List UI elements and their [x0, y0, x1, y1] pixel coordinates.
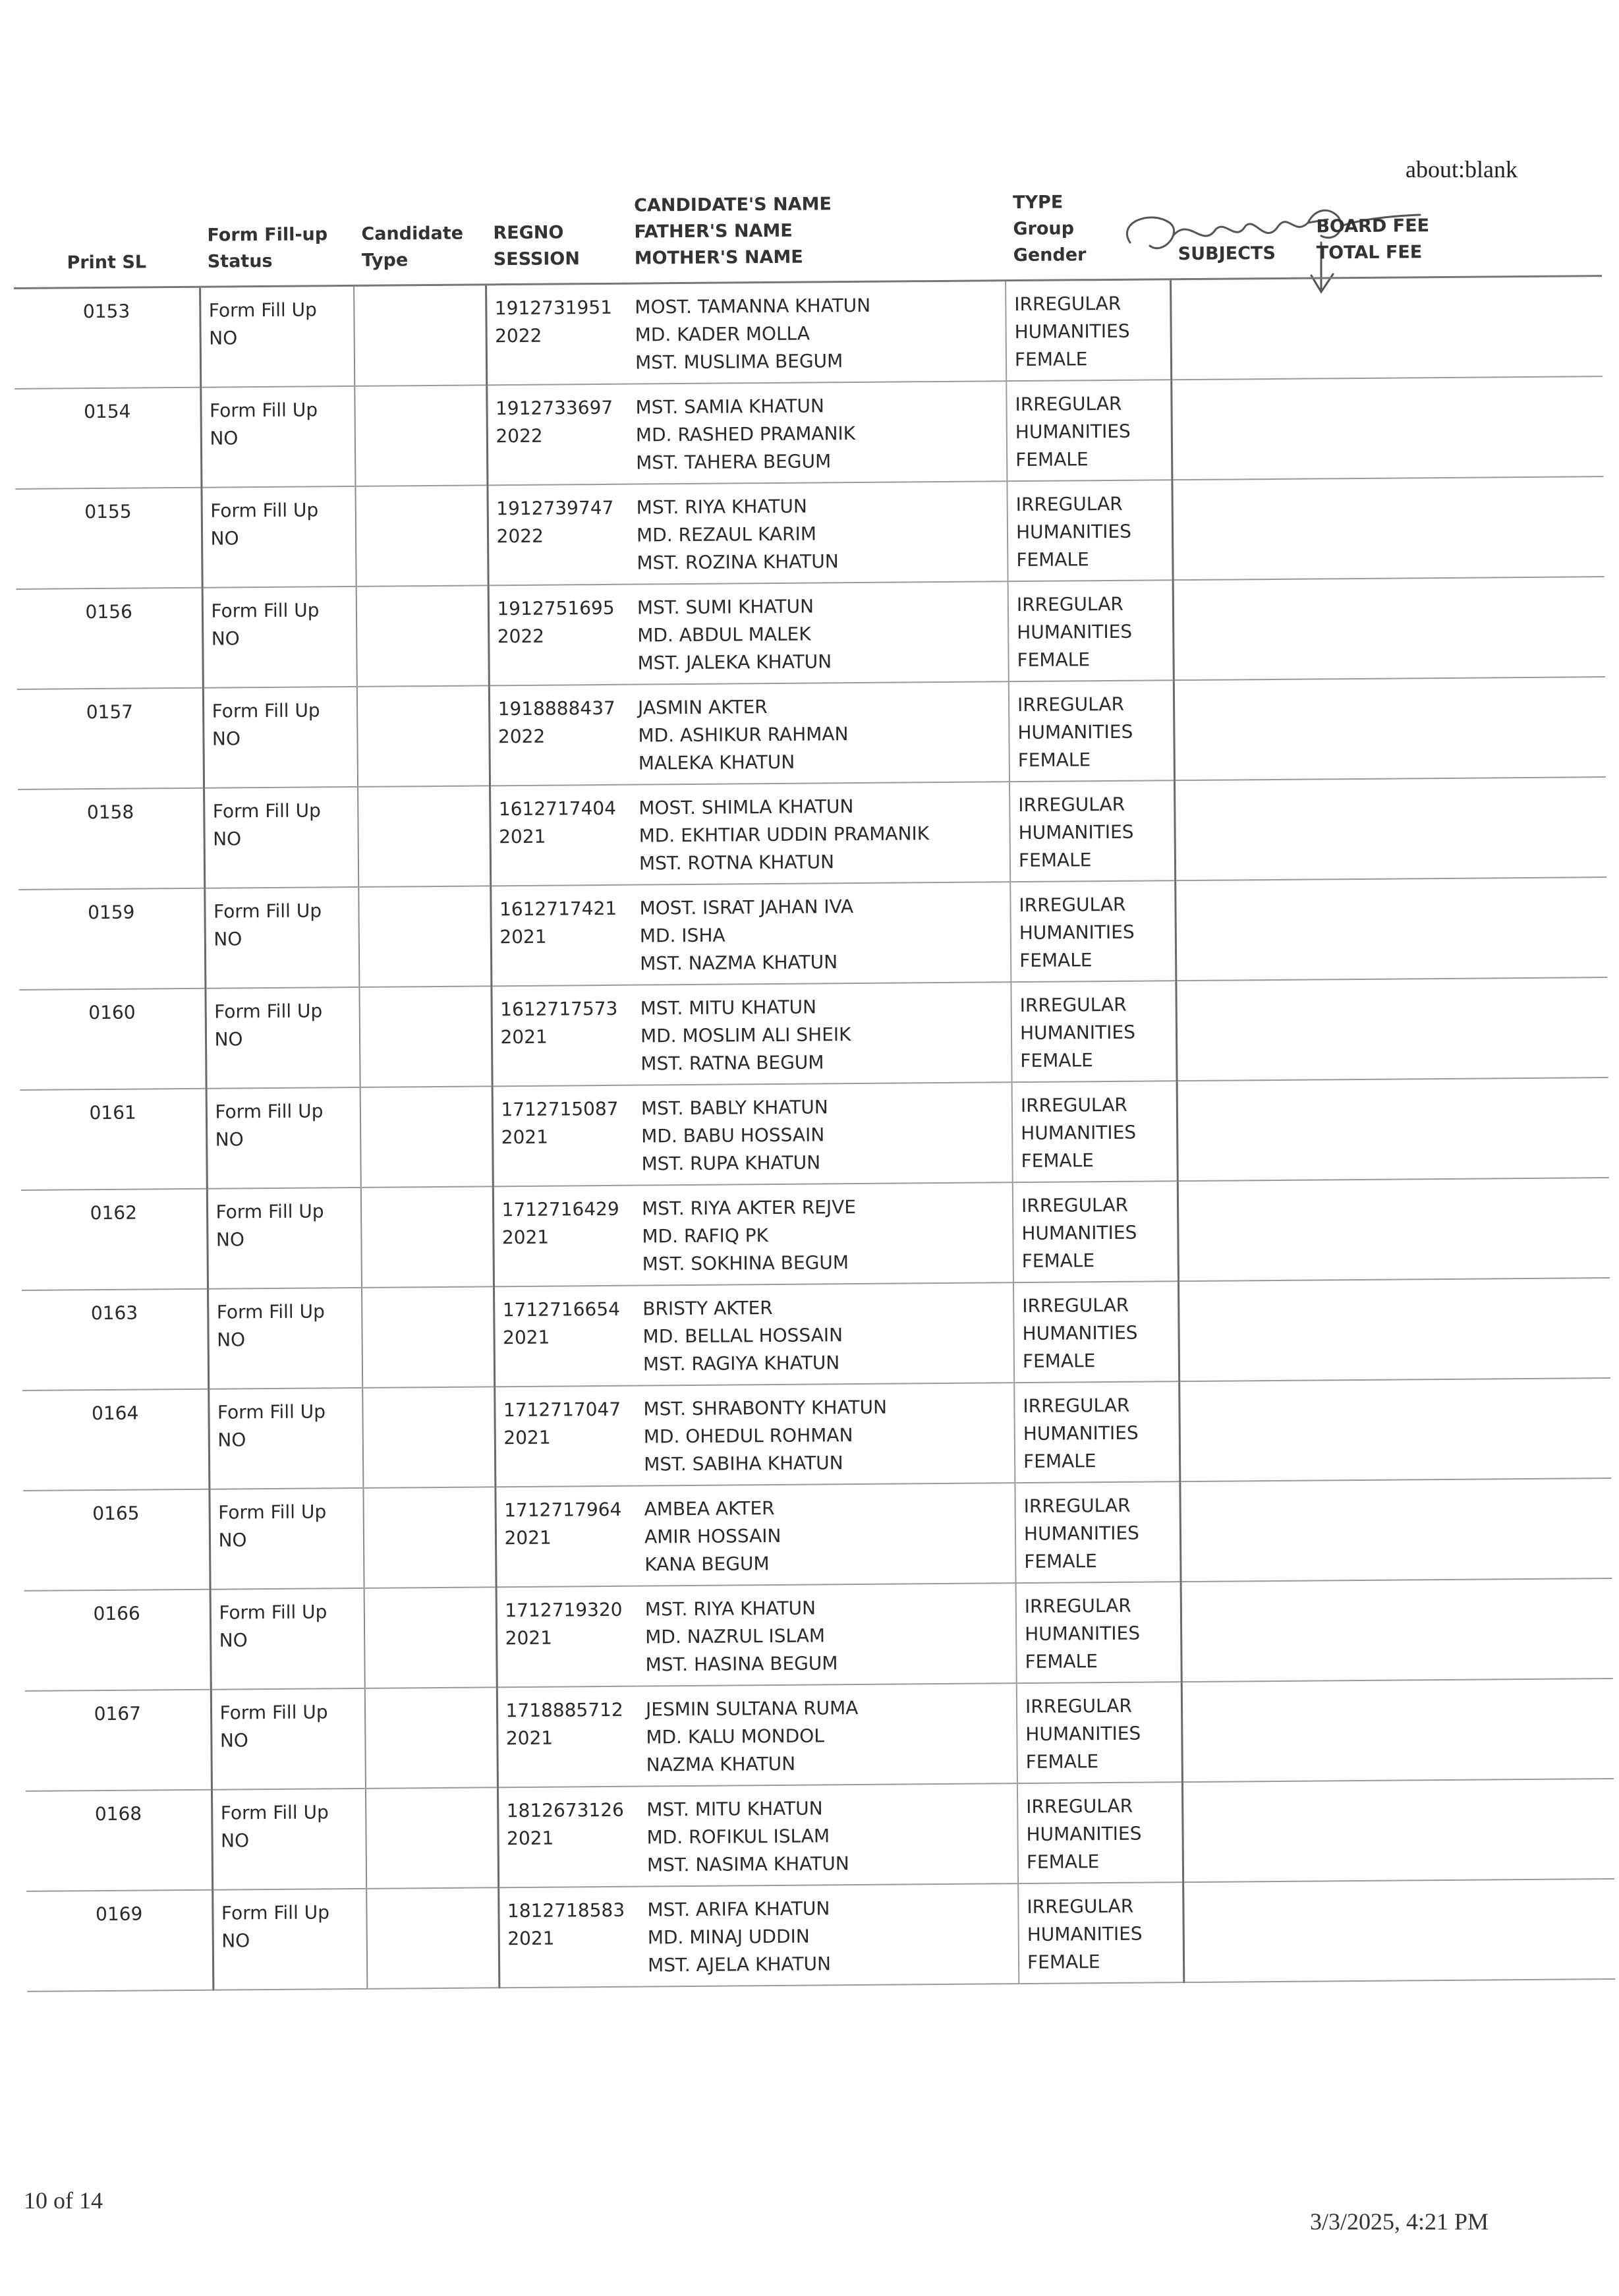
- subjects-cell: [1182, 1781, 1321, 1882]
- regno-session: 1712715087 2021: [492, 1085, 634, 1187]
- mother-name: MST. SOKHINA BEGUM: [642, 1251, 849, 1275]
- candidate-name: JESMIN SULTANA RUMA: [645, 1696, 859, 1721]
- print-sl: 0161: [20, 1089, 207, 1190]
- table-row: [25, 1679, 1614, 1791]
- mother-name: MST. RAGIYA KHATUN: [642, 1352, 840, 1375]
- print-sl: 0160: [19, 989, 206, 1090]
- subjects-cell: [1172, 479, 1311, 581]
- candidate-name: BRISTY AKTER: [642, 1296, 773, 1320]
- form-status: Form Fill Up NO: [208, 1288, 362, 1389]
- form-status: Form Fill Up NO: [207, 1188, 362, 1289]
- table-row: [22, 1378, 1611, 1491]
- candidate-type: [363, 1487, 496, 1588]
- col-names: CANDIDATE'S NAME FATHER'S NAME MOTHER'S NAME: [626, 190, 1006, 283]
- form-status: Form Fill Up NO: [206, 1087, 361, 1189]
- subjects-cell: [1176, 980, 1315, 1081]
- father-name: MD. ASHIKUR RAHMAN: [638, 723, 849, 747]
- candidate-type: [358, 786, 490, 887]
- subjects-cell: [1181, 1680, 1321, 1782]
- type-group-gender: IRREGULAR HUMANITIES FEMALE: [1006, 279, 1171, 381]
- candidate-name: MST. RIYA AKTER REJVE: [641, 1196, 857, 1220]
- candidate-names: [635, 1282, 1014, 1386]
- form-status: Form Fill Up NO: [200, 386, 355, 488]
- print-sl: 0157: [17, 688, 204, 789]
- candidate-type: [365, 1687, 497, 1789]
- table-row: [18, 877, 1607, 990]
- print-sl: 0155: [15, 488, 202, 589]
- print-sl: 0163: [22, 1289, 208, 1391]
- subjects-cell: [1179, 1481, 1319, 1582]
- candidate-type: [355, 385, 487, 486]
- fee-cell: [1315, 1077, 1609, 1180]
- fee-cell: [1311, 577, 1605, 679]
- type-group-gender: IRREGULAR HUMANITIES FEMALE: [1018, 1882, 1183, 1984]
- fee-cell: [1317, 1378, 1611, 1480]
- col-print-sl: Print SL: [13, 196, 200, 289]
- table-row: [15, 476, 1604, 589]
- form-status: Form Fill Up NO: [202, 587, 357, 688]
- subjects-cell: [1178, 1180, 1317, 1282]
- form-status: Form Fill Up NO: [211, 1688, 366, 1790]
- candidate-names: [636, 1483, 1015, 1586]
- print-sl: 0158: [18, 788, 204, 890]
- fee-cell: [1313, 877, 1607, 979]
- candidate-names: [631, 882, 1011, 985]
- father-name: MD. OHEDUL ROHMAN: [643, 1424, 853, 1448]
- regno-session: 1812718583 2021: [498, 1887, 640, 1988]
- type-group-gender: IRREGULAR HUMANITIES FEMALE: [1006, 380, 1172, 481]
- fee-cell: [1320, 1679, 1614, 1781]
- form-status: Form Fill Up NO: [205, 987, 360, 1089]
- col-candidate-type: Candidate Type: [353, 194, 486, 285]
- candidate-name: MOST. ISRAT JAHAN IVA: [639, 896, 854, 919]
- fee-cell: [1317, 1278, 1610, 1380]
- regno-session: 1712717047 2021: [494, 1386, 636, 1487]
- form-status: Form Fill Up NO: [209, 1488, 364, 1590]
- col-type: TYPE Group Gender: [1005, 188, 1170, 280]
- candidate-type: [361, 1186, 494, 1288]
- candidate-name: MST. BABLY KHATUN: [640, 1096, 828, 1120]
- table-row: [19, 977, 1608, 1090]
- mother-name: MST. SABIHA KHATUN: [643, 1452, 843, 1476]
- candidate-names: [638, 1683, 1017, 1787]
- candidate-type: [362, 1286, 494, 1388]
- subjects-cell: [1178, 1280, 1317, 1382]
- father-name: MD. MINAJ UDDIN: [647, 1925, 810, 1949]
- print-sl: 0167: [25, 1690, 212, 1791]
- candidate-names: [635, 1383, 1015, 1486]
- father-name: MD. MOSLIM ALI SHEIK: [640, 1023, 851, 1047]
- print-sl: 0159: [18, 888, 205, 990]
- table-row: [17, 677, 1606, 789]
- col-status: Form Fill-up Status: [199, 195, 354, 287]
- form-status: Form Fill Up NO: [208, 1388, 363, 1489]
- print-datetime: 3/3/2025, 4:21 PM: [1309, 2208, 1489, 2235]
- candidate-type: [359, 986, 492, 1087]
- candidate-type: [364, 1587, 497, 1688]
- print-sl: 0166: [24, 1590, 211, 1691]
- mother-name: KANA BEGUM: [644, 1553, 770, 1576]
- fee-cell: [1321, 1779, 1614, 1881]
- candidate-name: AMBEA AKTER: [644, 1497, 775, 1520]
- type-group-gender: IRREGULAR HUMANITIES FEMALE: [1017, 1682, 1182, 1783]
- father-name: MD. ABDUL MALEK: [637, 623, 811, 646]
- regno-session: 1718885712 2021: [497, 1686, 639, 1788]
- regno-session: 1612717573 2021: [491, 985, 633, 1087]
- candidate-type: [362, 1387, 495, 1488]
- regno-session: 1612717421 2021: [490, 885, 632, 987]
- fee-cell: [1310, 476, 1604, 579]
- candidate-name: MST. RIYA KHATUN: [644, 1597, 816, 1621]
- candidate-names: [633, 1082, 1013, 1186]
- candidate-name: MOST. TAMANNA KHATUN: [635, 294, 871, 318]
- mother-name: MALEKA KHATUN: [638, 751, 795, 774]
- father-name: MD. BELLAL HOSSAIN: [642, 1324, 843, 1348]
- candidate-name: MST. MITU KHATUN: [640, 996, 817, 1019]
- fee-cell: [1321, 1879, 1615, 1981]
- form-status: Form Fill Up NO: [200, 285, 355, 387]
- regno-session: 1912733697 2022: [486, 384, 628, 486]
- subjects-cell: [1177, 1080, 1316, 1182]
- type-group-gender: IRREGULAR HUMANITIES FEMALE: [1015, 1481, 1180, 1583]
- form-status: Form Fill Up NO: [204, 887, 359, 989]
- candidate-names: [631, 782, 1010, 885]
- fee-cell: [1316, 1178, 1610, 1280]
- father-name: MD. ISHA: [639, 924, 725, 947]
- type-group-gender: IRREGULAR HUMANITIES FEMALE: [1009, 680, 1174, 782]
- candidate-sheet: [13, 185, 1615, 1992]
- candidate-type: [366, 1787, 498, 1889]
- type-group-gender: IRREGULAR HUMANITIES FEMALE: [1014, 1381, 1179, 1483]
- candidate-type: [355, 485, 488, 587]
- candidate-type: [358, 886, 491, 987]
- candidate-name: MST. ARIFA KHATUN: [647, 1897, 830, 1921]
- table-row: [23, 1478, 1612, 1591]
- father-name: MD. RAFIQ PK: [642, 1224, 769, 1248]
- mother-name: MST. MUSLIMA BEGUM: [635, 350, 843, 374]
- candidate-name: JASMIN AKTER: [637, 696, 768, 719]
- type-group-gender: IRREGULAR HUMANITIES FEMALE: [1011, 981, 1176, 1082]
- candidate-name: MST. SUMI KHATUN: [637, 595, 814, 619]
- candidate-names: [639, 1883, 1019, 1987]
- page-number: 10 of 14: [24, 2187, 103, 2214]
- type-group-gender: IRREGULAR HUMANITIES FEMALE: [1013, 1281, 1179, 1383]
- father-name: MD. REZAUL KARIM: [636, 523, 817, 546]
- candidate-names: [634, 1182, 1013, 1286]
- regno-session: 1612717404 2021: [490, 785, 631, 886]
- father-name: MD. BABU HOSSAIN: [641, 1124, 825, 1147]
- print-sl: 0162: [21, 1189, 208, 1290]
- fee-cell: [1309, 376, 1603, 478]
- candidate-names: [627, 281, 1006, 384]
- mother-name: MST. ROZINA KHATUN: [637, 550, 839, 574]
- subjects-cell: [1170, 278, 1309, 380]
- regno-session: 1712717964 2021: [495, 1486, 637, 1588]
- father-name: MD. RASHED PRAMANIK: [635, 422, 856, 446]
- table-row: [14, 276, 1603, 389]
- mother-name: NAZMA KHATUN: [646, 1752, 796, 1776]
- candidate-names: [629, 581, 1009, 685]
- fee-cell: [1319, 1578, 1613, 1680]
- form-status: Form Fill Up NO: [212, 1789, 366, 1890]
- regno-session: 1912731951 2022: [486, 283, 627, 385]
- mother-name: MST. NAZMA KHATUN: [640, 951, 838, 975]
- print-sl: 0169: [26, 1890, 213, 1992]
- type-group-gender: IRREGULAR HUMANITIES FEMALE: [1007, 480, 1172, 581]
- father-name: AMIR HOSSAIN: [644, 1524, 781, 1548]
- type-group-gender: IRREGULAR HUMANITIES FEMALE: [1012, 1081, 1178, 1182]
- subjects-cell: [1175, 880, 1314, 981]
- regno-session: 1712716429 2021: [493, 1186, 635, 1287]
- subjects-cell: [1171, 379, 1310, 480]
- table-row: [24, 1578, 1613, 1691]
- candidate-names: [627, 381, 1007, 484]
- mother-name: MST. ROTNA KHATUN: [639, 851, 835, 875]
- candidate-type: [354, 285, 486, 386]
- table-row: [22, 1278, 1610, 1391]
- father-name: MD. KALU MONDOL: [646, 1725, 824, 1748]
- print-sl: 0154: [14, 387, 201, 489]
- col-regno: REGNO SESSION: [485, 193, 627, 285]
- father-name: MD. KADER MOLLA: [635, 322, 810, 346]
- form-status: Form Fill Up NO: [210, 1588, 365, 1690]
- table-row: [21, 1178, 1610, 1290]
- subjects-cell: [1181, 1581, 1320, 1682]
- mother-name: MST. TAHERA BEGUM: [636, 450, 832, 474]
- candidate-name: MST. RIYA KHATUN: [636, 495, 807, 519]
- mother-name: MST. AJELA KHATUN: [647, 1953, 832, 1976]
- type-group-gender: IRREGULAR HUMANITIES FEMALE: [1016, 1582, 1181, 1683]
- table-header: [13, 185, 1602, 288]
- candidate-name: MST. MITU KHATUN: [646, 1797, 823, 1821]
- candidate-name: MOST. SHIMLA KHATUN: [639, 795, 854, 819]
- type-group-gender: IRREGULAR HUMANITIES FEMALE: [1017, 1782, 1183, 1883]
- father-name: MD. NAZRUL ISLAM: [645, 1624, 826, 1648]
- subjects-cell: [1179, 1381, 1318, 1482]
- form-status: Form Fill Up NO: [212, 1889, 367, 1990]
- col-fee: BOARD FEE TOTAL FEE: [1308, 185, 1602, 278]
- candidate-type: [360, 1086, 493, 1188]
- print-sl: 0156: [16, 588, 203, 689]
- col-subjects: SUBJECTS: [1170, 188, 1309, 279]
- table-row: [18, 777, 1606, 890]
- type-group-gender: IRREGULAR HUMANITIES FEMALE: [1010, 880, 1176, 982]
- mother-name: MST. HASINA BEGUM: [645, 1652, 838, 1676]
- fee-cell: [1313, 777, 1606, 879]
- page-url: about:blank: [1406, 156, 1518, 183]
- mother-name: MST. NASIMA KHATUN: [646, 1852, 849, 1876]
- mother-name: MST. JALEKA KHATUN: [637, 650, 832, 674]
- type-group-gender: IRREGULAR HUMANITIES FEMALE: [1009, 780, 1175, 882]
- regno-session: 1712716654 2021: [494, 1286, 635, 1387]
- candidate-name: MST. SAMIA KHATUN: [635, 395, 825, 418]
- candidate-names: [639, 1783, 1018, 1887]
- fee-cell: [1312, 677, 1606, 779]
- fee-cell: [1314, 977, 1608, 1079]
- form-status: Form Fill Up NO: [201, 486, 356, 588]
- mother-name: MST. RUPA KHATUN: [641, 1151, 821, 1175]
- candidate-names: [632, 982, 1011, 1085]
- father-name: MD. ROFIKUL ISLAM: [646, 1825, 830, 1849]
- form-status: Form Fill Up NO: [203, 687, 358, 788]
- print-sl: 0153: [14, 287, 200, 389]
- father-name: MD. EKHTIAR UDDIN PRAMANIK: [639, 822, 930, 847]
- print-sl: 0168: [26, 1790, 212, 1891]
- candidate-type: [366, 1887, 499, 1989]
- candidate-names: [630, 681, 1009, 785]
- fee-cell: [1318, 1478, 1612, 1580]
- form-status: Form Fill Up NO: [204, 787, 358, 888]
- fee-cell: [1309, 276, 1603, 379]
- table-row: [20, 1077, 1609, 1190]
- print-sl: 0164: [22, 1389, 209, 1491]
- print-sl: 0165: [23, 1489, 210, 1591]
- regno-session: 1712719320 2021: [496, 1586, 638, 1688]
- table-row: [26, 1779, 1614, 1891]
- mother-name: MST. RATNA BEGUM: [640, 1051, 824, 1075]
- regno-session: 1912739747 2022: [487, 484, 629, 586]
- type-group-gender: IRREGULAR HUMANITIES FEMALE: [1008, 580, 1174, 681]
- candidate-names: [628, 481, 1008, 585]
- regno-session: 1918888437 2022: [489, 685, 631, 786]
- candidate-type: [357, 685, 490, 787]
- table-row: [26, 1879, 1615, 1992]
- table-row: [16, 577, 1605, 689]
- candidate-name: MST. SHRABONTY KHATUN: [643, 1396, 888, 1420]
- subjects-cell: [1174, 780, 1313, 881]
- subjects-cell: [1183, 1881, 1322, 1982]
- regno-session: 1912751695 2022: [488, 585, 630, 686]
- type-group-gender: IRREGULAR HUMANITIES FEMALE: [1013, 1181, 1178, 1282]
- table-row: [14, 376, 1603, 489]
- candidate-names: [637, 1583, 1017, 1686]
- candidate-type: [356, 585, 489, 687]
- subjects-cell: [1174, 679, 1313, 781]
- regno-session: 1812673126 2021: [497, 1787, 639, 1888]
- candidate-table: [13, 185, 1615, 1992]
- subjects-cell: [1173, 579, 1312, 681]
